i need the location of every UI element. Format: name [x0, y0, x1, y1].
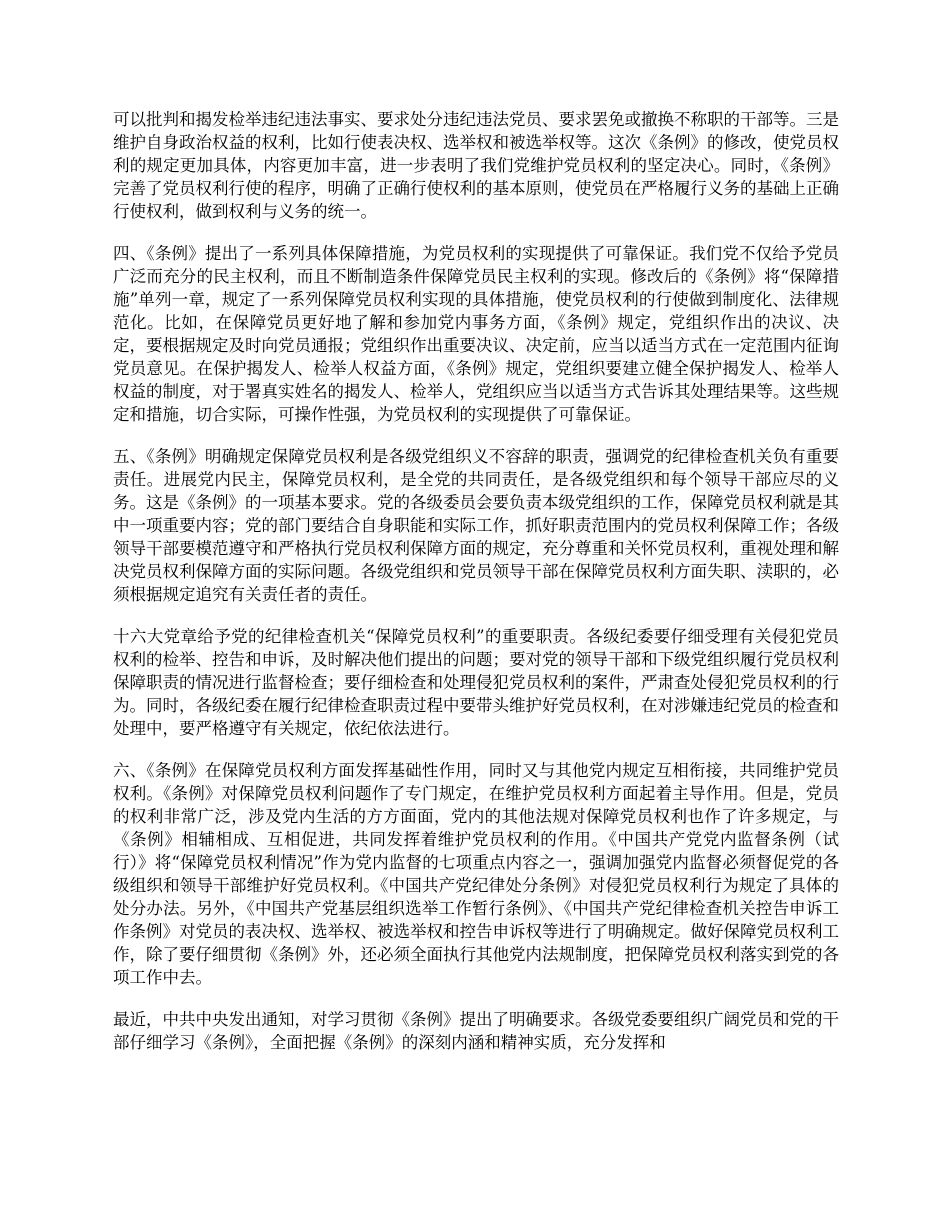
- paragraph-section-six: 六、《条例》在保障党员权利方面发挥基础性作用，同时又与其他党内规定互相衔接，共同维护党员权利。《条例》对保障党员权利问题作了专门规定，在维护党员权利方面起着主导作用。但是，党员的权利非常广泛，涉及党内生活的方方面面，党内的其他法规对保障党员权利也作了许多规定，与《条例》相辅相成、互相促进，共同发挥着维护党员权利的作用。《中国共产党党内监督条例（试行）》将“保障党员权利情况”作为党内监督的七项重点内容之一，强调加强党内监督必须督促党的各级组织和领导干部维护好党员权利。《中国共产党纪律处分条例》对侵犯党员权利行为规定了具体的处分办法。另外，《中国共产党基层组织选举工作暂行条例》、《中国共产党纪律检查机关控告申诉工作条例》对党员的表决权、选举权、被选举权和控告申诉权等进行了明确规定。做好保障党员权利工作，除了要仔细贯彻《条例》外，还必须全面执行其他党内法规制度，把保障党员权利落实到党的各项工作中去。: [113, 761, 839, 987]
- paragraph-rights-summary: 可以批判和揭发检举违纪违法事实、要求处分违纪违法党员、要求罢免或撤换不称职的干部等。三是维护自身政治权益的权利，比如行使表决权、选举权和被选举权等。这次《条例》的修改，使党员权利的规定更加具体，内容更加丰富，进一步表明了我们党维护党员权利的坚定决心。同时，《条例》完善了党员权利行使的程序，明确了正确行使权利的基本原则，使党员在严格履行义务的基础上正确行使权利，做到权利与义务的统一。: [113, 110, 839, 221]
- paragraph-central-notice: 最近，中共中央发出通知，对学习贯彻《条例》提出了明确要求。各级党委要组织广阔党员和党的干部仔细学习《条例》，全面把握《条例》的深刻内涵和精神实质，充分发挥和: [113, 1010, 839, 1052]
- paragraph-section-four: 四、《条例》提出了一系列具体保障措施，为党员权利的实现提供了可靠保证。我们党不仅给予党员广泛而充分的民主权利，而且不断制造条件保障党员民主权利的实现。修改后的《条例》将“保障措施”单列一章，规定了一系列保障党员权利实现的具体措施，使党员权利的行使做到制度化、法律规范化。比如，在保障党员更好地了解和参加党内事务方面，《条例》规定，党组织作出的决议、决定，要根据规定及时向党员通报；党组织作出重要决议、决定前，应当以适当方式在一定范围内征询党员意见。在保护揭发人、检举人权益方面，《条例》规定，党组织要建立健全保护揭发人、检举人权益的制度，对于署真实姓名的揭发人、检举人，党组织应当以适当方式告诉其处理结果等。这些规定和措施，切合实际，可操作性强，为党员权利的实现提供了可靠保证。: [113, 244, 839, 424]
- document-body: [113, 108, 839, 1054]
- paragraph-discipline-inspection: 十六大党章给予党的纪律检查机关“保障党员权利”的重要职责。各级纪委要仔细受理有关侵犯党员权利的检举、控告和申诉，及时解决他们提出的问题；要对党的领导干部和下级党组织履行党员权利保障职责的情况进行监督检查；要仔细检查和处理侵犯党员权利的案件，严肃查处侵犯党员权利的行为。同时，各级纪委在履行纪律检查职责过程中要带头维护好党员权利，在对涉嫌违纪党员的检查和处理中，要严格遵守有关规定，依纪依法进行。: [113, 627, 839, 738]
- paragraph-section-five: 五、《条例》明确规定保障党员权利是各级党组织义不容辞的职责，强调党的纪律检查机关负有重要责任。进展党内民主，保障党员权利，是全党的共同责任，是各级党组织和每个领导干部应尽的义务。这是《条例》的一项基本要求。党的各级委员会要负责本级党组织的工作，保障党员权利就是其中一项重要内容；党的部门要结合自身职能和实际工作，抓好职责范围内的党员权利保障工作；各级领导干部要模范遵守和严格执行党员权利保障方面的规定，充分尊重和关怀党员权利，重视处理和解决党员权利保障方面的实际问题。各级党组织和党员领导干部在保障党员权利方面失职、渎职的，必须根据规定追究有关责任者的责任。: [113, 447, 839, 604]
